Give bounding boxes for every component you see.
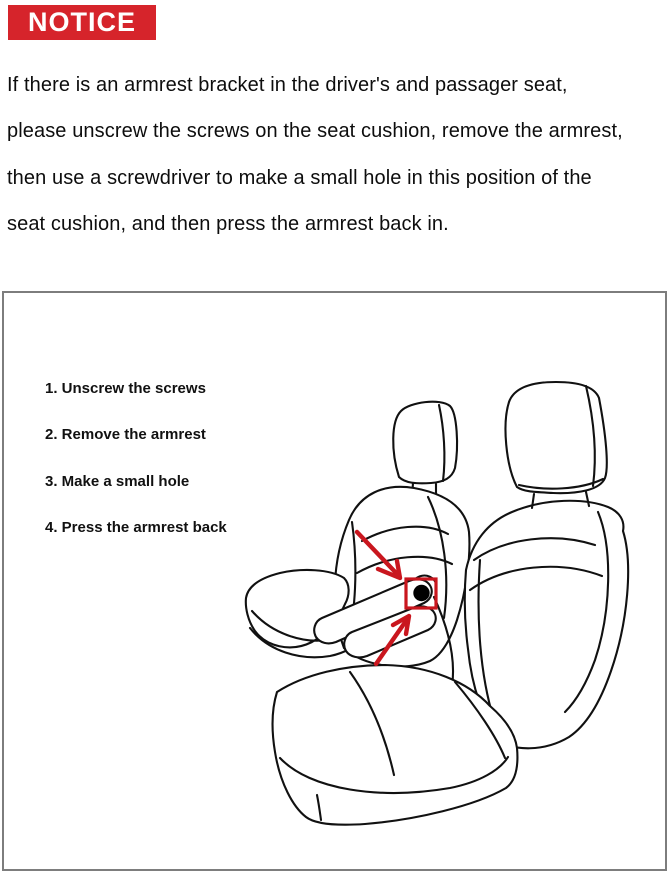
step-item: 4. Press the armrest back — [45, 519, 227, 537]
step-item: 2. Remove the armrest — [45, 426, 206, 444]
step-item: 1. Unscrew the screws — [45, 380, 206, 397]
front-headrest — [506, 382, 607, 493]
hole-dot — [413, 585, 429, 601]
intro-line: please unscrew the screws on the seat cushion, remove the armrest, — [7, 120, 623, 143]
notice-banner: NOTICE — [8, 5, 156, 40]
rear-headrest — [393, 402, 457, 484]
intro-line: If there is an armrest bracket in the driver's and passager seat, — [7, 74, 568, 96]
step-item: 3. Make a small hole — [45, 472, 190, 490]
intro-line: then use a screwdriver to make a small hole in this position of the — [7, 166, 592, 189]
rear-seat — [246, 402, 470, 700]
intro-line: seat cushion, and then press the armrest back in. — [7, 213, 449, 236]
